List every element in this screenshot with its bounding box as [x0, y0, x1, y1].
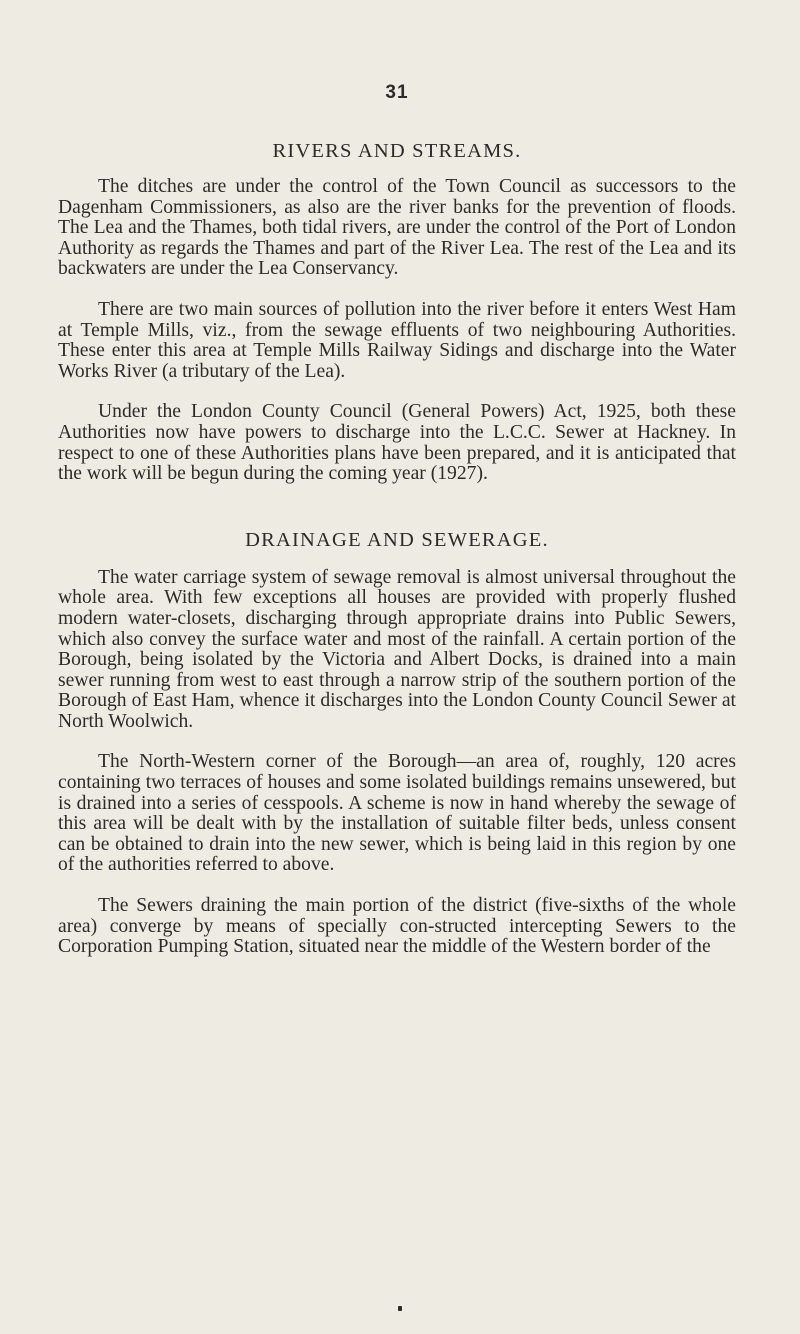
section-rivers-and-streams: [58, 140, 736, 485]
paragraph-water-carriage-system: The water carriage system of sewage removal is almost universal throughout the whole area. With few exceptions all houses are provided with properly flushed modern water-closets, discharging through appropriate drains into Public Sewers, which also convey the surface water and most of the rainfall. A certain portion of the Borough, being isolated by the Victoria and Albert Docks, is drained into a main sewer running from west to east through a narrow strip of the southern portion of the Borough of East Ham, whence it discharges into the London County Council Sewer at North Woolwich.: [58, 566, 736, 732]
section-drainage-and-sewerage: [58, 529, 736, 958]
footer-ink-mark: [398, 1306, 402, 1311]
paragraph-pollution-sources: There are two main sources of pollution into the river before it enters West Ham at Temple Mills, viz., from the sewage effluents of two neighbouring Authorities. These enter this area at Temple Mills Railway Sidings and discharge into the Water Works River (a tributary of the Lea).: [58, 298, 736, 382]
paragraph-ditches-control: The ditches are under the control of the Town Council as successors to the Dagenham Commissioners, as also are the river banks for the prevention of floods. The Lea and the Thames, both tidal rivers, are under the control of the Port of London Authority as regards the Thames and part of the River Lea. The rest of the Lea and its backwaters are under the Lea Conservancy.: [58, 176, 736, 280]
paragraph-north-western-corner: The North-Western corner of the Borough—an area of, roughly, 120 acres containing two terraces of houses and some isolated buildings remains unsewered, but is drained into a series of cesspools. A scheme is now in hand whereby the sewage of this area will be dealt with by the installation of suitable filter beds, unless consent can be obtained to drain into the new sewer, which is being laid in this region by one of the authorities referred to above.: [58, 751, 736, 876]
page-number: 31: [385, 82, 409, 103]
section-title-drainage-and-sewerage: DRAINAGE AND SEWERAGE.: [245, 528, 549, 551]
paragraph-sewers-pumping-station: The Sewers draining the main portion of the district (five-sixths of the whole area) converge by means of specially con-structed intercepting Sewers to the Corporation Pumping Station, situated near the middle of the Western border of the: [58, 895, 736, 958]
section-title-rivers-and-streams: RIVERS AND STREAMS.: [272, 140, 522, 162]
paragraph-lcc-powers-act: Under the London County Council (General Powers) Act, 1925, both these Authorities now have powers to discharge into the L.C.C. Sewer at Hackney. In respect to one of these Authorities plans have been prepared, and it is anticipated that the work will be begun during the coming year (1927).: [58, 401, 736, 485]
